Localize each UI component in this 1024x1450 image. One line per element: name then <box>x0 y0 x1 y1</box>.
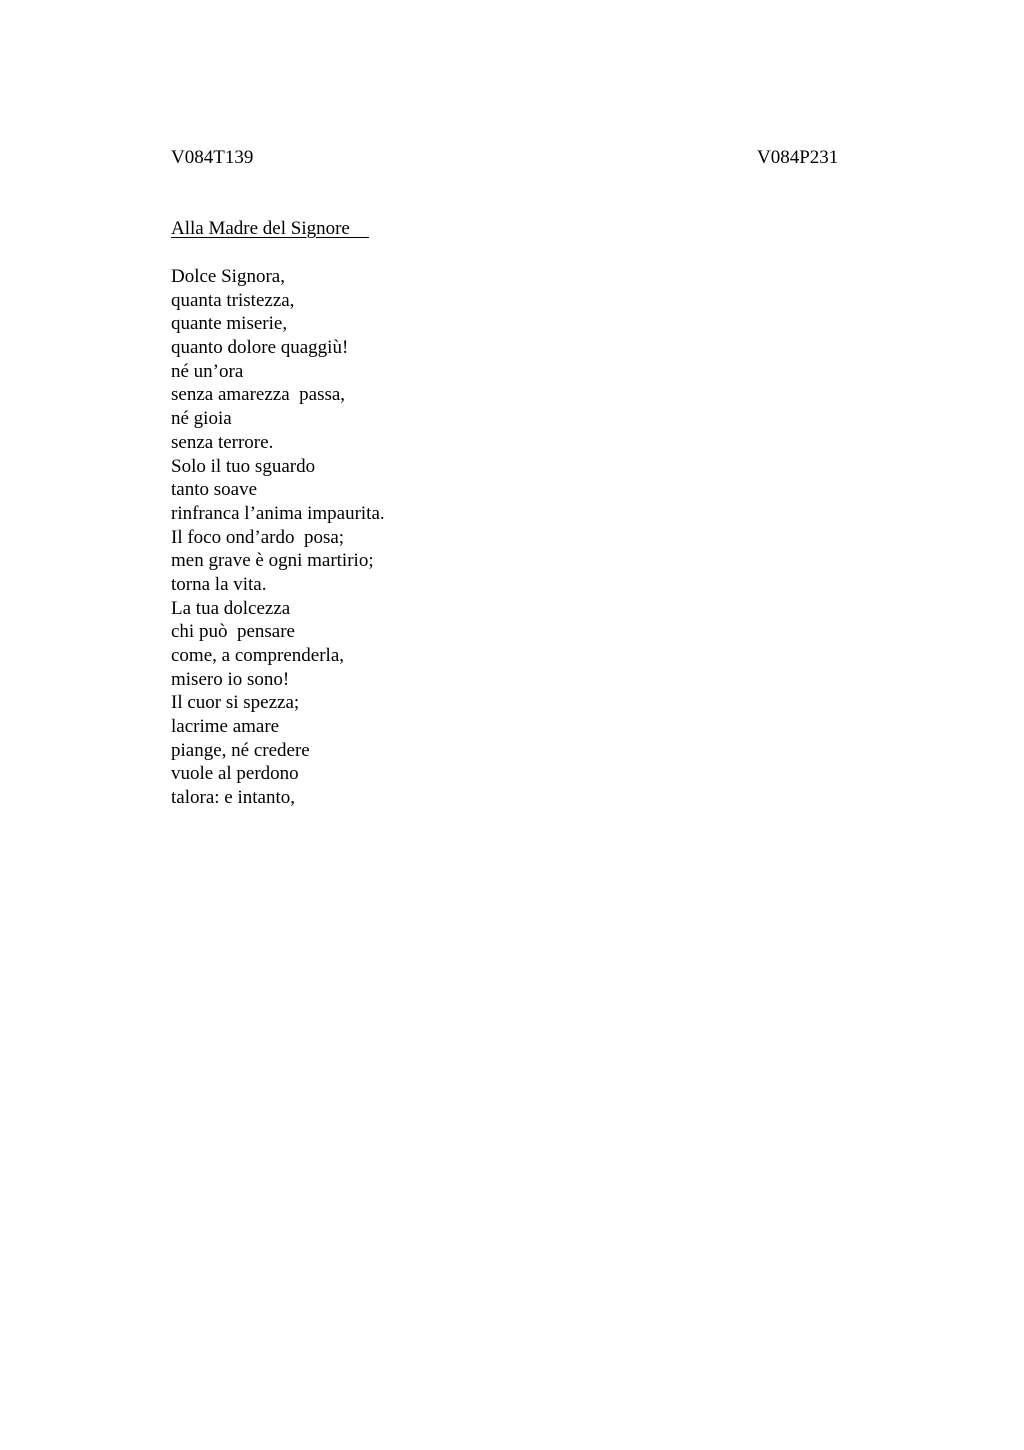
poem-line: misero io sono! <box>171 668 290 690</box>
poem-line: vuole al perdono <box>171 763 299 785</box>
poem-line: Il cuor si spezza; <box>171 692 300 714</box>
poem-line: men grave è ogni martirio; <box>171 550 374 572</box>
poem-line: piange, né credere <box>171 739 310 761</box>
poem-line: torna la vita. <box>171 573 267 595</box>
poem-body <box>171 265 385 810</box>
document-code-left: V084T139 <box>171 147 254 168</box>
poem-line: lacrime amare <box>171 716 280 738</box>
page-code-right: V084P231 <box>757 147 839 168</box>
poem-line: talora: e intanto, <box>171 787 295 809</box>
poem-line: quanto dolore quaggiù! <box>171 337 349 359</box>
poem-line: né un’ora <box>171 360 244 382</box>
poem-line: rinfranca l’anima impaurita. <box>171 502 385 524</box>
poem-line: chi può pensare <box>171 621 295 643</box>
poem-line: Il foco ond’ardo posa; <box>171 526 345 548</box>
poem-line: senza terrore. <box>171 431 274 453</box>
poem-line: Dolce Signora, <box>171 266 285 287</box>
poem-line: senza amarezza passa, <box>171 384 346 406</box>
poem-line: quanta tristezza, <box>171 289 295 311</box>
poem-title: Alla Madre del Signore <box>171 218 369 239</box>
poem-line: come, a comprenderla, <box>171 645 345 666</box>
poem-line: quante miserie, <box>171 313 288 335</box>
poem-line: tanto soave <box>171 479 258 501</box>
poem-line: La tua dolcezza <box>171 597 291 619</box>
poem-line: Solo il tuo sguardo <box>171 455 316 477</box>
poem-line: né gioia <box>171 408 232 430</box>
